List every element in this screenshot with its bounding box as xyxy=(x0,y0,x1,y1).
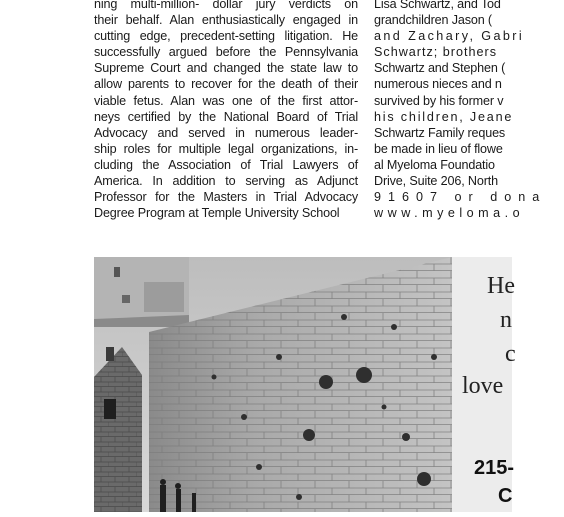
text-line: be made in lieu of flowe xyxy=(374,141,503,156)
text-line: allow parents to recover for the death of their xyxy=(94,77,358,92)
text-line: ship roles for multiple legal organizations, in- xyxy=(94,141,358,156)
ad-text-line: c xyxy=(505,341,516,367)
text-line: Schwartz; brothers xyxy=(374,45,497,60)
text-line: Degree Program at Temple University School xyxy=(94,206,340,221)
ad-text-line: n xyxy=(500,307,512,333)
text-line: cluding the Association of Trial Lawyers of xyxy=(94,157,358,172)
obituary-text-right-column xyxy=(374,0,564,221)
ad-text-line: love xyxy=(462,373,504,399)
obituary-text-left-column xyxy=(94,0,358,221)
text-line: www.myeloma.o xyxy=(374,206,525,221)
ad-text-line: He xyxy=(487,273,515,299)
text-line: Drive, Suite 206, North xyxy=(374,174,498,189)
text-line: viable fetus. Alan was one of the first attor- xyxy=(94,93,358,108)
memorial-ad-panel xyxy=(452,257,516,512)
text-line: Supreme Court and changed the state law to xyxy=(94,61,358,76)
text-line: their behalf. Alan enthusiastically engaged in xyxy=(94,13,358,28)
text-line: 91607 or dona xyxy=(374,190,547,205)
text-line: his children, Jeane xyxy=(374,109,514,124)
ad-text-line: C xyxy=(498,485,513,507)
ad-phone-line: 215- xyxy=(474,457,515,479)
text-line: al Myeloma Foundatio xyxy=(374,157,495,172)
text-line: America. In addition to serving as Adjunct xyxy=(94,174,358,189)
text-line: cutting edge, precedent-setting litigation. He xyxy=(94,29,358,44)
text-line: successfully argued before the Pennsylvania xyxy=(94,45,358,60)
text-line: and Zachary, Gabri xyxy=(374,29,525,44)
text-line: Professor for the Masters in Trial Advocacy xyxy=(94,190,358,205)
text-line: Schwartz and Stephen ( xyxy=(374,61,506,76)
text-line: Advocacy and served in numerous leader- xyxy=(94,125,358,140)
text-line: neys certified by the National Board of Trial xyxy=(94,109,358,124)
text-line: ning multi-million- dollar jury verdicts on xyxy=(94,0,358,11)
text-line: numerous nieces and n xyxy=(374,77,502,92)
western-wall-photo xyxy=(94,257,452,512)
text-line: Schwartz Family reques xyxy=(374,125,506,140)
text-line: survived by his former v xyxy=(374,93,504,108)
text-line: Lisa Schwartz, and Tod xyxy=(374,0,501,11)
text-line: grandchildren Jason ( xyxy=(374,13,492,28)
